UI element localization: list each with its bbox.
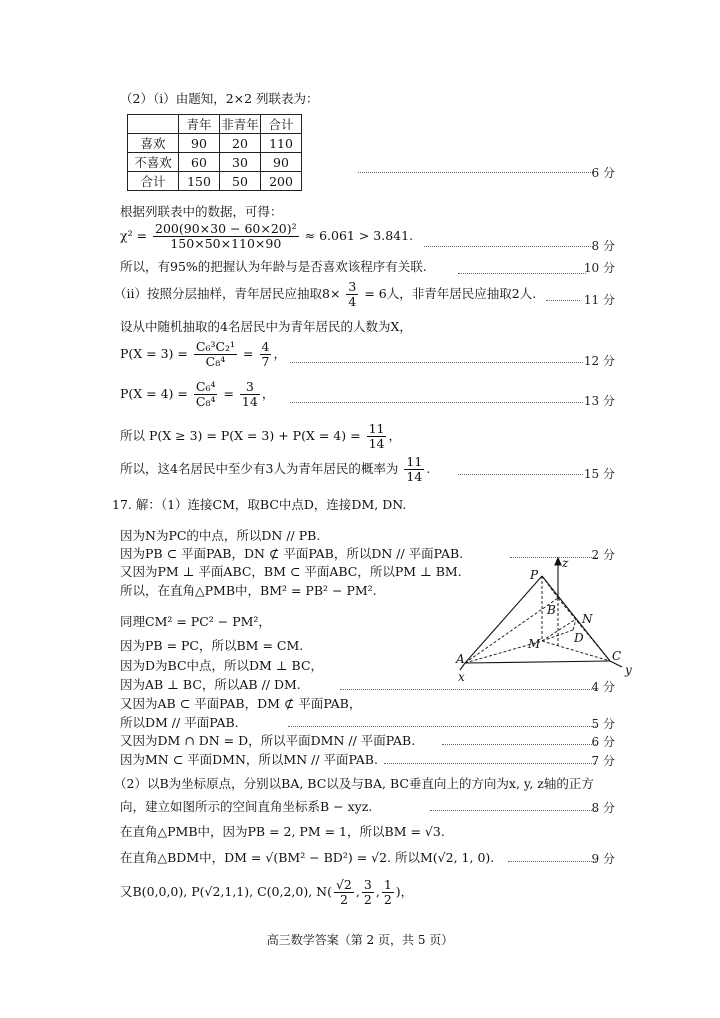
score-mark: 7 分 — [591, 754, 615, 768]
fraction — [260, 340, 272, 369]
part2-ii — [114, 280, 536, 309]
denominator: C₈⁴ — [195, 394, 216, 409]
numerator: 200(90×30 − 60×20)² — [155, 221, 297, 236]
dot-leader — [290, 402, 583, 403]
fraction — [194, 380, 218, 409]
numerator: 3 — [363, 877, 372, 892]
fraction — [240, 380, 260, 409]
denominator: 7 — [261, 354, 270, 369]
dot-leader — [458, 474, 583, 475]
formula-part: = 6人，非青年居民应抽取2人. — [364, 286, 537, 301]
table-cell: 喜欢 — [128, 134, 179, 153]
fraction — [362, 878, 374, 907]
denominator: 150×50×110×90 — [170, 236, 282, 251]
formula-part: （ⅱ）按照分层抽样，青年居民应抽取8× — [114, 286, 341, 301]
text-line: 因为PB ⊂ 平面PAB，DN ⊄ 平面PAB，所以DN // 平面PAB. — [120, 546, 464, 561]
edge-AC — [465, 661, 610, 663]
table-cell: 90 — [179, 134, 220, 153]
formula-part: χ² = — [120, 228, 148, 243]
fraction — [334, 878, 354, 907]
denominator: 14 — [368, 436, 385, 451]
table-cell: 50 — [220, 172, 261, 191]
numerator: 11 — [368, 421, 385, 436]
denominator: 4 — [348, 294, 357, 309]
table-cell: 60 — [179, 153, 220, 172]
score-mark: 6 分 — [591, 166, 615, 180]
table-cell: 150 — [179, 172, 220, 191]
score-mark: 2 分 — [591, 548, 615, 562]
score-mark: 11 分 — [583, 293, 615, 307]
label-P: P — [530, 568, 539, 582]
score-mark: 8 分 — [591, 239, 615, 253]
table-cell: 合计 — [128, 172, 179, 191]
fraction — [153, 222, 299, 251]
fraction — [404, 455, 424, 484]
table-cell: 合计 — [261, 115, 302, 134]
text-line: 又因为DM ∩ DN = D，所以平面DMN // 平面PAB. — [120, 733, 416, 748]
label-D: D — [574, 631, 584, 645]
text-line: 在直角△PMB中，因为PB = 2, PM = 1，所以BM = √3. — [120, 824, 445, 839]
score-mark: 9 分 — [591, 852, 615, 866]
p4-formula: P(X = 4) = $\frac{\text{C₆⁴}}{\text{C₈⁴}}$ = $\frac{3}{14}$ ， — [120, 379, 275, 409]
denominator: 2 — [363, 892, 372, 907]
part2-i-intro: （2）（ⅰ）由题知，2×2 列联表为： — [120, 91, 319, 106]
label-A: A — [456, 652, 465, 666]
label-y: y — [625, 663, 632, 677]
numerator: C₆³C₂¹ — [195, 339, 236, 354]
score-mark: 15 分 — [583, 467, 615, 481]
text-line: 所以，在直角△PMB中，BM² = PB² − PM². — [120, 583, 377, 598]
fraction — [194, 340, 237, 369]
label-x: x — [458, 670, 465, 684]
dot-leader — [430, 810, 596, 811]
text-line: 因为D为BC中点，所以DM ⊥ BC， — [120, 658, 324, 673]
fraction — [367, 422, 387, 451]
formula-part: P(X = 4) = — [120, 386, 188, 401]
table-cell: 青年 — [179, 115, 220, 134]
formula-part: = — [243, 346, 254, 361]
q17-heading: 17. 解：（1）连接CM，取BC中点D，连接DM, DN. — [112, 497, 407, 512]
text-line: 根据列联表中的数据，可得： — [120, 204, 283, 219]
text-line: 因为N为PC的中点，所以DN // PB. — [120, 528, 321, 543]
formula-part: = — [223, 386, 234, 401]
table-cell: 90 — [261, 153, 302, 172]
pfinal-line: 所以，这4名居民中至少有3人为青年居民的概率为 $\frac{11}{14}$ . — [120, 454, 431, 484]
psum-formula: 所以 P(X ≥ 3) = P(X = 3) + P(X = 4) = $\frac{11}{14}$ ， — [120, 421, 401, 451]
label-N: N — [582, 612, 593, 626]
text-line: 又因为AB ⊂ 平面PAB，DM ⊄ 平面PAB， — [120, 696, 362, 711]
numerator: 11 — [406, 454, 423, 469]
dot-leader — [508, 861, 596, 862]
score-mark: 12 分 — [583, 354, 615, 368]
table-cell: 20 — [220, 134, 261, 153]
numerator: √2 — [335, 877, 352, 892]
label-C: C — [612, 649, 622, 663]
dot-leader — [458, 273, 586, 274]
dot-leader — [288, 726, 596, 727]
formula-part: P(X = 3) = — [120, 346, 188, 361]
numerator: 1 — [383, 877, 392, 892]
text-line: 所以，有95%的把握认为年龄与是否喜欢该程序有关联. — [120, 259, 427, 274]
table-cell: 110 — [261, 134, 302, 153]
text-line: 又因为PM ⊥ 平面ABC，BM ⊂ 平面ABC，所以PM ⊥ BM. — [120, 564, 462, 579]
arrow-head — [555, 558, 561, 565]
fraction — [346, 280, 358, 309]
contingency-table — [127, 114, 302, 191]
table-row — [128, 153, 302, 172]
table-cell — [128, 115, 179, 134]
numerator: 4 — [261, 339, 270, 354]
label-B: B — [547, 603, 556, 617]
label-z: z — [562, 556, 569, 570]
formula-part: )， — [395, 884, 414, 899]
table-row — [128, 172, 302, 191]
dot-leader — [546, 300, 580, 301]
text-line: （2）以B为坐标原点，分别以BA, BC以及与BA, BC垂直向上的方向为x, y, z轴的正方 — [114, 776, 594, 791]
chi-square-formula — [120, 222, 413, 251]
table-cell: 30 — [220, 153, 261, 172]
text-line: 设从中随机抽取的4名居民中为青年居民的人数为X， — [120, 319, 412, 334]
numerator: 3 — [240, 380, 260, 395]
score-mark: 6 分 — [591, 735, 615, 749]
formula-part: ≈ 6.061 > 3.841. — [304, 228, 414, 243]
denominator: 2 — [339, 892, 348, 907]
table-row — [128, 115, 302, 134]
formula-part: 又B(0,0,0), P(√2,1,1), C(0,2,0), N( — [120, 884, 332, 899]
text-line: 在直角△BDM中，DM = √(BM² − BD²) = √2. 所以M(√2, 1, 0). — [120, 850, 495, 865]
text-line: 向，建立如图所示的空间直角坐标系B − xyz. — [120, 799, 373, 814]
page-footer: 高三数学答案（第 2 页，共 5 页） — [266, 933, 454, 947]
table-cell: 200 — [261, 172, 302, 191]
formula-part: 所以 P(X ≥ 3) = P(X = 3) + P(X = 4) = — [120, 428, 361, 443]
text-line: 因为AB ⊥ BC，所以AB // DM. — [120, 677, 301, 692]
numerator: 3 — [348, 279, 357, 294]
edge-AB — [465, 598, 558, 663]
denominator: 2 — [383, 892, 392, 907]
dot-leader — [340, 689, 596, 690]
text-line: 同理CM² = PC² − PM²， — [120, 614, 271, 629]
denominator: 14 — [406, 469, 423, 484]
score-mark: 8 分 — [591, 801, 615, 815]
p3-formula: P(X = 3) = $\frac{\text{C₆³C₂¹}}{\text{C₈⁴}}$ = $\frac{4}{7}$ ， — [120, 339, 286, 369]
text-line: 因为MN ⊂ 平面DMN，所以MN // 平面PAB. — [120, 752, 378, 767]
fraction — [382, 878, 394, 907]
dot-leader — [358, 172, 593, 173]
table-cell: 非青年 — [220, 115, 261, 134]
table-cell: 不喜欢 — [128, 153, 179, 172]
score-mark: 5 分 — [591, 717, 615, 731]
denominator: 14 — [241, 394, 258, 409]
score-mark: 10 分 — [583, 261, 615, 275]
dot-leader — [290, 362, 583, 363]
edge-MN — [542, 619, 576, 641]
dot-leader — [384, 763, 596, 764]
denominator: C₈⁴ — [205, 354, 226, 369]
numerator: C₆⁴ — [195, 379, 216, 394]
text-line: 因为PB = PC，所以BM = CM. — [120, 638, 304, 653]
score-mark: 13 分 — [583, 394, 615, 408]
text-line: 所以DM // 平面PAB. — [120, 715, 239, 730]
table-row — [128, 134, 302, 153]
formula-part: 所以，这4名居民中至少有3人为青年居民的概率为 — [120, 461, 399, 476]
coords-line: 又B(0,0,0), P(√2,1,1), C(0,2,0), N( $\frac{√2}{2}$ , $\frac{3}{2}$ , $\frac{1}{2}$ )， — [120, 877, 414, 907]
dot-leader — [424, 246, 593, 247]
label-M: M — [528, 637, 541, 651]
edge-MD — [542, 630, 573, 641]
score-mark: 4 分 — [591, 680, 615, 694]
dot-leader — [442, 744, 596, 745]
pyramid-figure — [450, 550, 650, 685]
